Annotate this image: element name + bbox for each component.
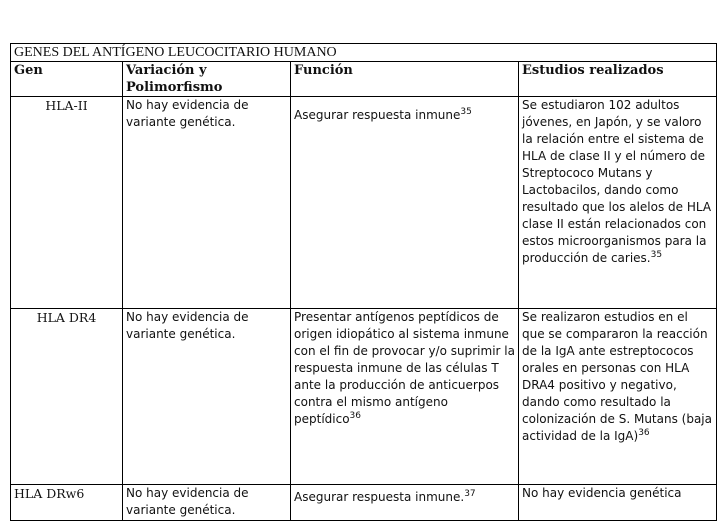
- variacion-cell: No hay evidencia de variante genética.: [123, 485, 291, 521]
- funcion-cell: [291, 485, 519, 521]
- variacion-cell: No hay evidencia de variante genética.: [123, 309, 291, 485]
- estudios-ref: 35: [650, 250, 663, 260]
- table-title-row: [11, 44, 717, 62]
- funcion-text: Asegurar respuesta inmune.: [294, 490, 465, 504]
- header-estudios: Estudios realizados: [519, 62, 717, 97]
- table-row: [11, 97, 717, 309]
- funcion-cell: [291, 309, 519, 485]
- hla-genes-table-container: [10, 43, 716, 521]
- table-header-row: [11, 62, 717, 97]
- funcion-ref: 36: [349, 411, 361, 421]
- header-variacion: Variación y Polimorfismo: [123, 62, 291, 97]
- estudios-cell: [519, 485, 717, 521]
- estudios-ref: 36: [638, 428, 650, 438]
- table-row: [11, 309, 717, 485]
- funcion-text: Asegurar respuesta inmune: [294, 108, 461, 122]
- funcion-cell: [291, 97, 519, 309]
- funcion-text: Presentar antígenos peptídicos de origen idiopático al sistema inmune con el fin de provocar y/o suprimir la respuesta inmune de las células T ante la producción de anticuerpos contra el mismo antígeno peptídico: [294, 310, 515, 426]
- gen-cell: HLA-II: [11, 97, 123, 309]
- hla-genes-table: [10, 43, 717, 521]
- funcion-ref: 37: [464, 489, 476, 499]
- estudios-cell: [519, 97, 717, 309]
- estudios-text: Se realizaron estudios en el que se compararon la reacción de la IgA ante estreptococos orales en personas con HLA DRA4 positivo y negativo, dando como resultado la colonización de S. Mutans (baja actividad de la IgA): [522, 310, 712, 443]
- table-title: GENES DEL ANTÍGENO LEUCOCITARIO HUMANO: [11, 44, 717, 62]
- variacion-cell: No hay evidencia de variante genética.: [123, 97, 291, 309]
- header-gen: Gen: [11, 62, 123, 97]
- estudios-text: No hay evidencia genética: [522, 486, 682, 500]
- header-funcion: Función: [291, 62, 519, 97]
- funcion-ref: 35: [460, 107, 472, 117]
- gen-cell: HLA DR4: [11, 309, 123, 485]
- estudios-cell: [519, 309, 717, 485]
- gen-cell: HLA DRw6: [11, 485, 123, 521]
- estudios-text: Se estudiaron 102 adultos jóvenes, en Japón, y se valoro la relación entre el sistema de HLA de clase II y el número de Streptococo Mutans y Lactobacilos, dando como resultado que los alelos de HLA clase II están relacionados con estos microorganismos para la producción de caries.: [522, 98, 712, 265]
- table-row: [11, 485, 717, 521]
